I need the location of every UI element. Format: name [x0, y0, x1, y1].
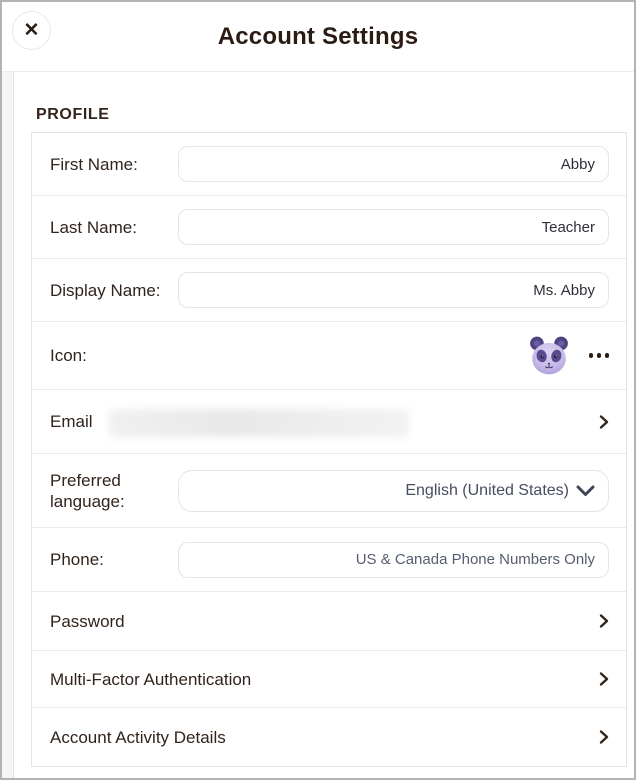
first-name-input[interactable]: [178, 146, 609, 182]
phone-input[interactable]: [178, 542, 609, 578]
icon-options-menu-icon[interactable]: [589, 353, 610, 358]
chevron-down-icon: [576, 485, 595, 497]
profile-section-label: PROFILE: [36, 106, 110, 123]
password-label: Password: [50, 611, 125, 631]
chevron-right-icon: [599, 414, 609, 430]
left-scroll-gutter: [2, 72, 14, 778]
close-button[interactable]: [12, 11, 51, 50]
chevron-right-icon: [599, 729, 609, 745]
settings-content: [14, 72, 634, 778]
dialog-header: [2, 2, 634, 72]
redacted-email-value: [109, 409, 409, 437]
first-name-row: [32, 133, 626, 196]
language-label: Preferred language:: [50, 470, 125, 511]
last-name-row: [32, 196, 626, 259]
phone-label: Phone:: [50, 550, 104, 569]
display-name-row: [32, 259, 626, 322]
icon-label: Icon:: [50, 346, 87, 365]
last-name-input[interactable]: [178, 209, 609, 245]
page-title: Account Settings: [217, 22, 419, 50]
panda-avatar-icon[interactable]: [528, 335, 570, 377]
phone-row: [32, 528, 626, 592]
display-name-label: Display Name:: [50, 280, 161, 300]
language-selected-value: English (United States): [405, 481, 569, 499]
activity-label: Account Activity Details: [50, 727, 226, 747]
chevron-right-icon: [599, 613, 609, 629]
icon-row: [32, 322, 626, 390]
email-row[interactable]: [32, 390, 626, 454]
display-name-input[interactable]: [178, 272, 609, 308]
activity-row[interactable]: [32, 708, 626, 766]
language-select[interactable]: [178, 470, 609, 512]
language-row: [32, 454, 626, 528]
email-label: Email: [50, 412, 93, 431]
profile-card: [31, 132, 627, 767]
mfa-row[interactable]: [32, 651, 626, 708]
mfa-label: Multi-Factor Authentication: [50, 669, 252, 689]
close-icon: ✕: [23, 20, 40, 41]
last-name-label: Last Name:: [50, 217, 137, 237]
chevron-right-icon: [599, 671, 609, 687]
first-name-label: First Name:: [50, 154, 138, 174]
password-row[interactable]: [32, 592, 626, 651]
